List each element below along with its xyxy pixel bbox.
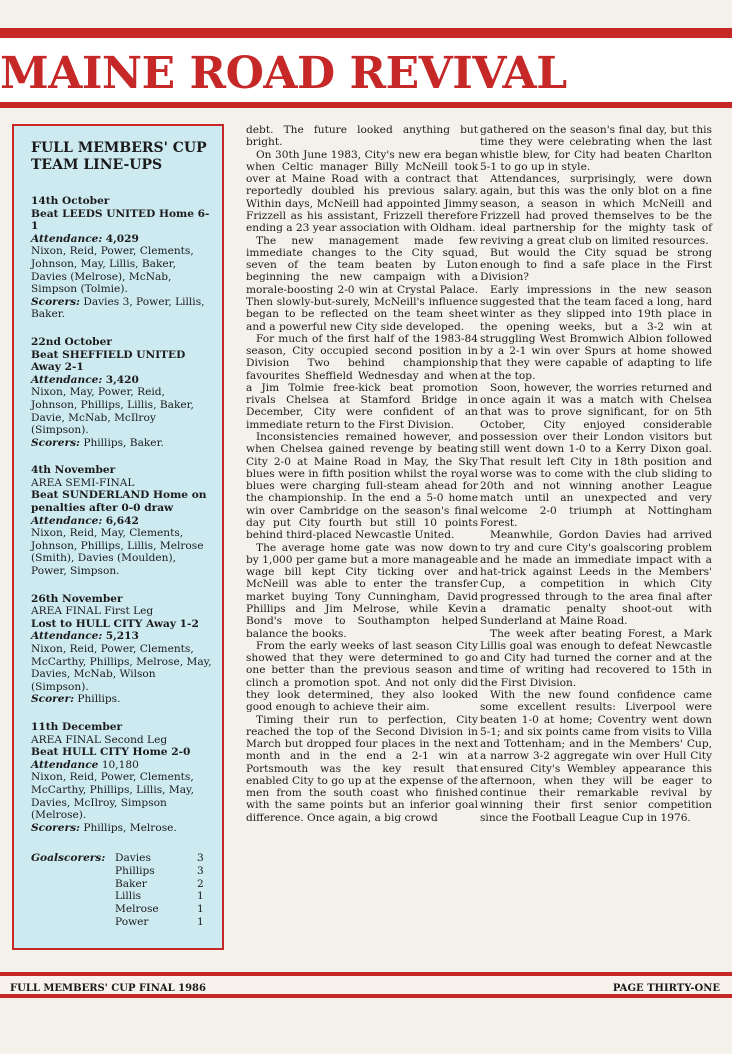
scorers-label: Scorer: bbox=[31, 693, 74, 706]
page-number: PAGE THIRTY-ONE bbox=[612, 983, 720, 994]
scorer-name: Power bbox=[115, 915, 149, 928]
match-scorers: Phillips. bbox=[77, 693, 121, 706]
match-scorers: Davies 3, Power, Lillis, Baker. bbox=[31, 295, 205, 321]
scorer-goals: 3 bbox=[197, 852, 204, 865]
footer-publication: FULL MEMBERS' CUP FINAL 1986 bbox=[10, 983, 206, 994]
match-round: AREA SEMI-FINAL bbox=[31, 476, 135, 489]
scorer-goals: 2 bbox=[197, 877, 204, 890]
attendance-value: 6,642 bbox=[105, 514, 139, 527]
match-lineup: Nixon, Reid, May, Clements, Johnson, Phillips, Lillis, Melrose (Smith), Davies (Moulden), Power, Simpson. bbox=[31, 527, 204, 578]
footer-band bbox=[0, 972, 732, 998]
article-paragraph: On 30th June 1983, City's new era began when Celtic manager Billy McNeill took over at Maine Road with a contract that reportedly doubled his previous salary. Within days, McNeill had appointed Jimmy Frizzell as his assistant, Frizzell therefore ending a 23 year association with Oldham. bbox=[246, 148, 478, 235]
scorers-label: Scorers: bbox=[31, 436, 80, 449]
article-paragraph: The average home gate was now down by 1,000 per game but a more manageable wage bill kept City ticking over and McNeill was able to enter the transfer market buying Tony Cunningham, David Phillips and Jim Melrose, while Kevin Bond's move to Southampton helped balance the books. bbox=[246, 541, 478, 640]
match-entry bbox=[31, 195, 212, 321]
match-date: 26th November bbox=[31, 592, 123, 605]
match-lineup: Nixon, Reid, Power, Clements, Johnson, May, Lillis, Baker, Davies (Melrose), McNab, Simpson (Tolmie). bbox=[31, 245, 194, 296]
match-result: Beat SHEFFIELD UNITED Away 2-1 bbox=[31, 348, 186, 374]
match-result: Beat LEEDS UNITED Home 6-1 bbox=[31, 207, 210, 233]
article-paragraph: But would the City squad be strong enough to find a safe place in the First Division? bbox=[480, 246, 712, 284]
scorer-goals: 1 bbox=[197, 903, 204, 916]
attendance-value: 3,420 bbox=[105, 373, 139, 386]
match-round: AREA FINAL First Leg bbox=[31, 605, 154, 618]
article-column-2 bbox=[480, 124, 712, 824]
match-scorers: Phillips, Melrose. bbox=[83, 821, 177, 834]
match-lineup: Nixon, Reid, Power, Clements, McCarthy, Phillips, Melrose, May, Davies, McNab, Wilson (Simpson). bbox=[31, 643, 212, 693]
scorer-goals: 3 bbox=[197, 865, 204, 878]
match-entry bbox=[31, 593, 212, 706]
goalscorers-table bbox=[31, 852, 212, 928]
scorer-goals: 1 bbox=[197, 915, 204, 928]
match-date: 4th November bbox=[31, 464, 116, 477]
scorer-name: Davies bbox=[115, 852, 151, 865]
attendance-label: Attendance: bbox=[31, 232, 103, 245]
match-date: 22nd October bbox=[31, 335, 112, 348]
match-lineup: Nixon, May, Power, Reid, Johnson, Phillips, Lillis, Baker, Davie, McNab, McIlroy (Simpson). bbox=[31, 386, 194, 437]
scorer-name: Melrose bbox=[115, 903, 159, 916]
scorers-label: Scorers: bbox=[31, 295, 80, 308]
page-headline: MAINE ROAD REVIVAL bbox=[0, 48, 567, 99]
sidebar-title: FULL MEMBERS' CUP TEAM LINE-UPS bbox=[31, 140, 207, 173]
scorer-name: Lillis bbox=[115, 890, 142, 903]
footer-strip bbox=[0, 976, 732, 994]
attendance-label: Attendance: bbox=[31, 630, 103, 643]
article-paragraph: For much of the first half of the 1983-84 season, City occupied second position in Division Two behind championship favourites Sheffield Wednesday and when a Jim Tolmie free-kick beat promotion rivals Chelsea at Stamford Bridge in December, City were confident of an immediate return to the First Division. bbox=[246, 332, 478, 431]
match-date: 14th October bbox=[31, 195, 110, 207]
goalscorers-label: Goalscorers: bbox=[31, 852, 106, 865]
match-result: Beat SUNDERLAND Home on penalties after 0-0 draw bbox=[31, 489, 207, 515]
article-paragraph: The new management made few immediate changes to the City squad, seven of the team beaten by Luton beginning the new campaign with a morale-boosting 2-0 win at Crystal Palace. Then slowly-but-surely, McNeill's influence began to be reflected on the team sheet and a powerful new City side developed. bbox=[246, 234, 478, 333]
match-result: Beat HULL CITY Home 2-0 bbox=[31, 746, 191, 759]
article-paragraph: Timing their run to perfection, City reached the top of the Second Division in March but dropped four places in the next month and in the end a 2-1 win at Portsmouth was the key result that enabled City to go up at the expense of the men from the south coast who finished with the same points but an inferior goal difference. Once again, a big crowd bbox=[246, 713, 478, 824]
match-entry bbox=[31, 336, 212, 449]
article-paragraph: Inconsistencies remained however, and when Chelsea gained revenge by beating City 2-0 at Maine Road in May, the Sky blues were in fifth position whilst the royal blues were charging full-steam ahead for the championship. In the end a 5-0 home win over Cambridge on the season's final day put City fourth but still 10 points behind third-placed Newcastle United. bbox=[246, 431, 478, 542]
scorer-name: Baker bbox=[115, 877, 147, 890]
match-entry bbox=[31, 721, 212, 834]
scorer-goals: 1 bbox=[197, 890, 204, 903]
match-entry bbox=[31, 464, 212, 577]
match-result: Lost to HULL CITY Away 1-2 bbox=[31, 617, 199, 630]
match-date: 11th December bbox=[31, 720, 123, 733]
article-paragraph: With the new found confidence came some excellent results: Liverpool were beaten 1-0 at home; Coventry went down 5-1; and six points came from visits to Villa and Tottenham; and in the Members' Cup, a narrow 3-2 aggregate win over Hull City ensured City's Wembley appearance this afternoon, when they will be eager to continue their remarkable revival by winning their first senior competition since the Football League Cup in 1976. bbox=[480, 688, 712, 824]
article-paragraph: The week after beating Forest, a Mark Lillis goal was enough to defeat Newcastle and City had turned the corner and at the time of writing had recovered to 15th in the First Division. bbox=[480, 627, 712, 689]
attendance-label: Attendance: bbox=[31, 514, 103, 527]
article-column-1 bbox=[246, 124, 478, 824]
attendance-value: 10,180 bbox=[101, 758, 139, 771]
article-paragraph: debt. The future looked anything but bright. bbox=[246, 124, 478, 149]
article-paragraph: Meanwhile, Gordon Davies had arrived to try and cure City's goalscoring problem and he made an immediate impact with a hat-trick against Leeds in the Members' Cup, a competition in which City progressed through to the area final after a dramatic penalty shoot-out with Sunderland at Maine Road. bbox=[480, 529, 712, 628]
match-round: AREA FINAL Second Leg bbox=[31, 733, 168, 746]
scorer-name: Phillips bbox=[115, 865, 155, 878]
article-paragraph: Attendances, surprisingly, were down again, but this was the only blot on a fine season, a season in which McNeill and Frizzell had proved themselves to be the ideal partnership for the mighty task of reviving a great club on limited resources. bbox=[480, 173, 712, 247]
article-paragraph: From the early weeks of last season City showed that they were determined to go one better than the previous season and clinch a promotion spot. And not only did they look determined, they also looked good enough to achieve their aim. bbox=[246, 639, 478, 714]
lineups-sidebar bbox=[12, 124, 224, 950]
match-lineup: Nixon, Reid, Power, Clements, McCarthy, Phillips, Lillis, May, Davies, McIlroy, Simpson (Melrose). bbox=[31, 771, 194, 822]
attendance-value: 4,029 bbox=[105, 232, 139, 245]
attendance-label: Attendance: bbox=[31, 373, 103, 386]
article-paragraph: Early impressions in the new season suggested that the team faced a long, hard winter as they slipped into 19th place in the opening weeks, but a 3-2 win at struggling West Bromwich Albion followed by a 2-1 win over Spurs at home showed that they were capable of adapting to life at the top. bbox=[480, 283, 712, 382]
attendance-value: 5,213 bbox=[105, 630, 139, 643]
scorers-label: Scorers: bbox=[31, 821, 80, 834]
attendance-label: Attendance bbox=[31, 758, 99, 771]
article-paragraph: gathered on the season's final day, but this time they were celebrating when the last whistle blew, for City had beaten Charlton 5-1 to go up in style. bbox=[480, 124, 712, 173]
match-scorers: Phillips, Baker. bbox=[83, 436, 164, 449]
article-paragraph: Soon, however, the worries returned and once again it was a match with Chelsea that was to prove significant, for on 5th October, City enjoyed considerable possession over their London visitors but still went down 1-0 to a Kerry Dixon goal. That result left City in 18th position and worse was to come with the club sliding to 20th and not winning another League match until an unexpected and very welcome 2-0 triumph at Nottingham Forest. bbox=[480, 381, 712, 529]
